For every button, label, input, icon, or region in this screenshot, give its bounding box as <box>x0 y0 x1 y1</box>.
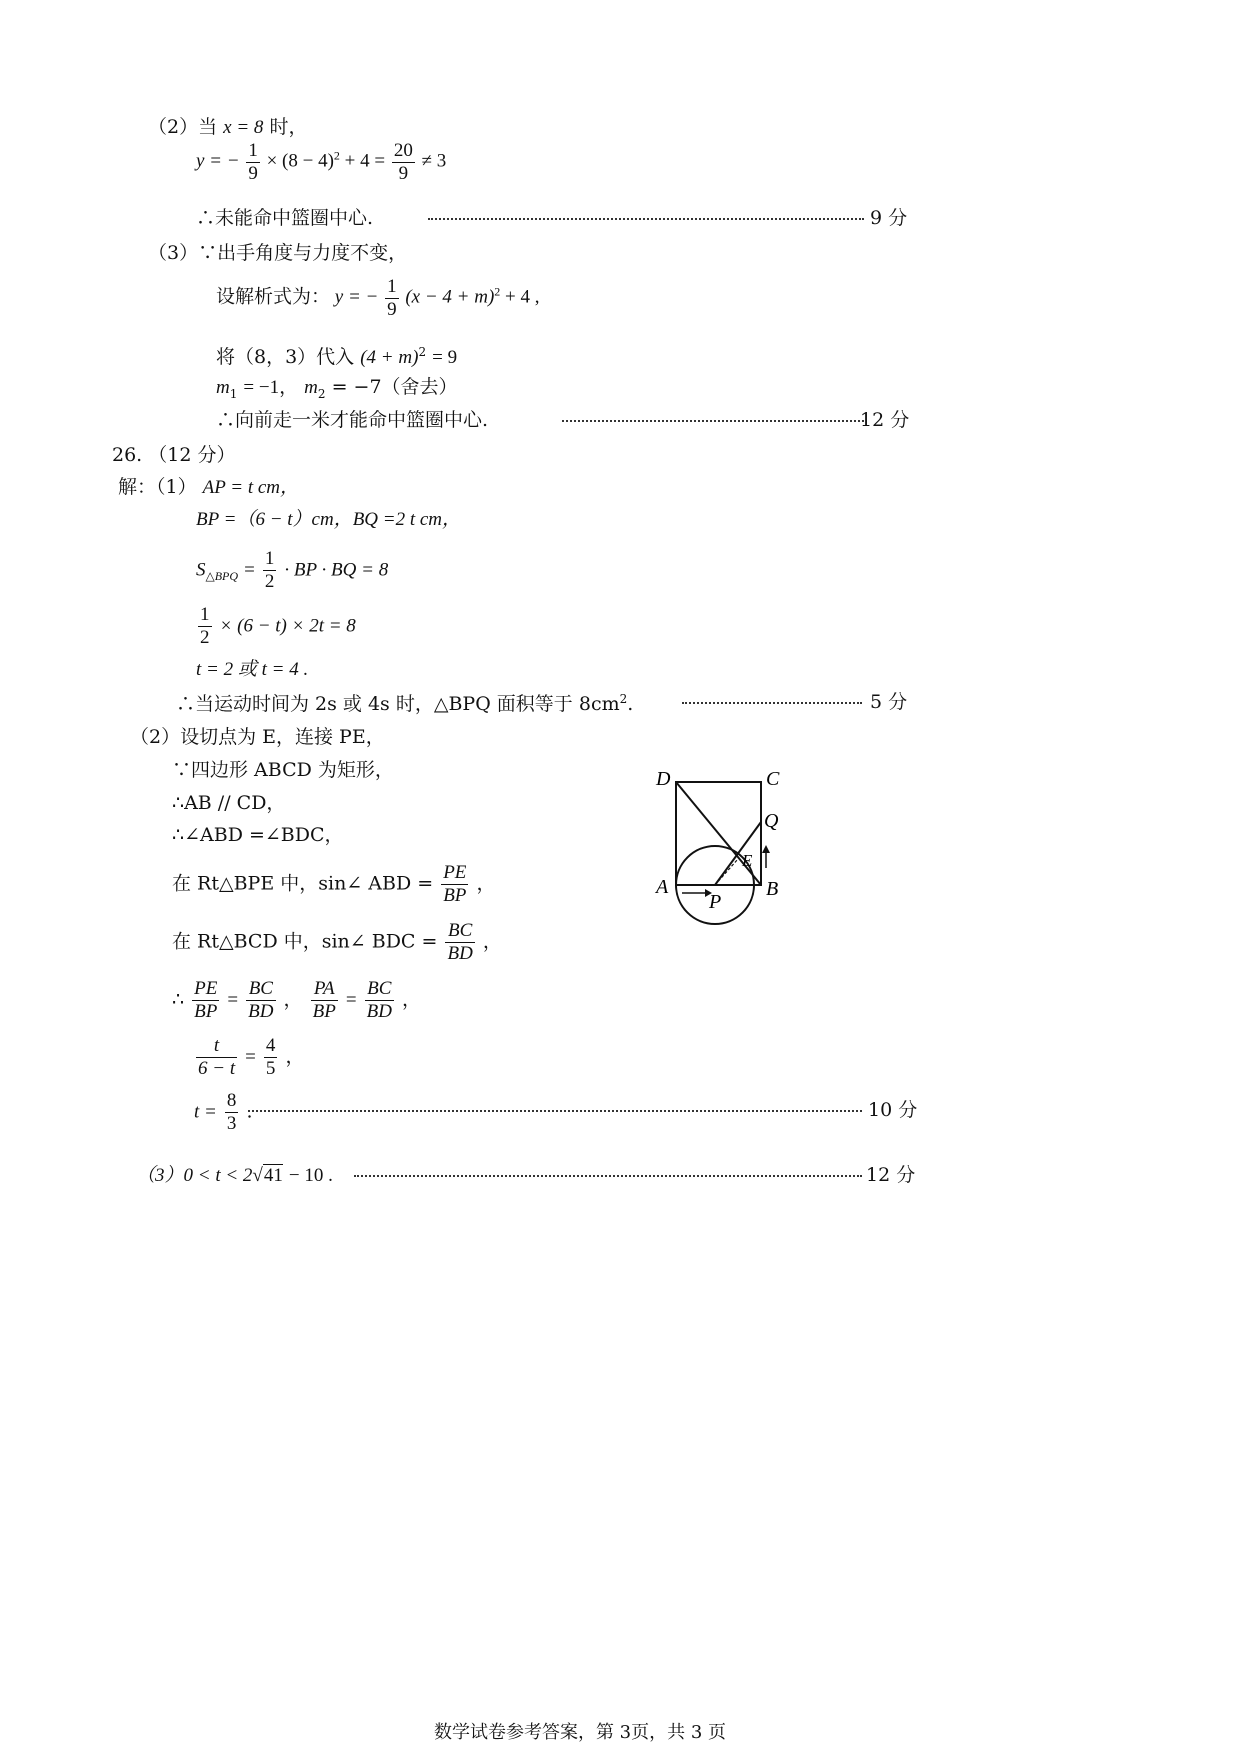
q26-part1-ap <box>118 478 299 497</box>
part3-header: （3）∵出手角度与力度不变， <box>148 242 408 264</box>
line4-tail: ， <box>476 872 496 895</box>
eq-neq: ≠ 3 <box>421 150 447 172</box>
eq-lhs: y = − <box>196 150 240 172</box>
line5-pre: 在 Rt△BCD 中，sin∠ BDC = <box>172 930 438 953</box>
line6-tail: ， <box>402 988 422 1011</box>
line6-eq2: = <box>345 989 357 1011</box>
q26-conclusion-1 <box>176 693 633 714</box>
score-10: 10 分 <box>868 1099 918 1121</box>
fraction-one-ninth: $\frac{1}{9}$ <box>248 140 258 184</box>
q26-bp-bq: BP =（6 − t）cm，BQ =2 t cm， <box>196 509 462 530</box>
conclusion-1-sup: 2 <box>619 692 628 706</box>
score-9: 9 分 <box>870 207 908 229</box>
setup-tail: + 4 , <box>505 286 540 308</box>
fraction-one-ninth-2: $\frac{1}{9}$ <box>387 276 397 320</box>
q26-part3 <box>136 1166 333 1185</box>
q26-part2-line1: ∵四边形 ABCD 为矩形， <box>172 759 394 781</box>
eq-exp: 2 <box>333 148 340 163</box>
part3-ineq: （3）0 < t < 2 <box>136 1165 253 1186</box>
root-m1-sub: 1 <box>229 386 238 401</box>
fraction-bc-bd-2: $\frac{BC}{BD}$ <box>248 978 274 1022</box>
q26-area-formula <box>196 548 388 593</box>
root-m2-sub: 2 <box>317 386 326 401</box>
fraction-twenty-ninths: $\frac{20}{9}$ <box>393 140 413 184</box>
line6-sep: ， <box>283 988 303 1011</box>
fraction-bc-bd: $\frac{BC}{BD}$ <box>447 920 473 964</box>
root-m2: m <box>304 377 318 398</box>
part3-conclusion: ∴向前走一米才能命中篮圈中心. <box>216 409 489 431</box>
line5-tail: ， <box>482 930 502 953</box>
line4-pre: 在 Rt△BPE 中，sin∠ ABD = <box>172 872 434 895</box>
solve-label: 解：（1） <box>118 476 197 498</box>
ap-expr: AP = t cm， <box>202 477 300 498</box>
dot-leader <box>682 702 862 704</box>
line6-eq1: = <box>227 989 239 1011</box>
sqrt-sign: √ <box>252 1165 263 1186</box>
area-symbol: S <box>196 559 206 581</box>
line7-eq: = <box>245 1046 256 1068</box>
q26-part2-line2: ∴AB // CD， <box>172 792 286 814</box>
q26-part2-line7 <box>194 1035 304 1080</box>
root-m1-val: = −1， <box>243 377 299 398</box>
q26-part2-line5 <box>172 920 502 965</box>
rectangle-circle-figure <box>650 765 800 945</box>
part3-substitute <box>216 346 457 367</box>
label-b: B <box>766 878 779 900</box>
eq-plus: + 4 = <box>344 150 386 172</box>
question-26-title: 26. （12 分） <box>112 444 236 466</box>
score-12-a: 12 分 <box>860 409 910 431</box>
part2-conclusion: ∴未能命中篮圈中心. <box>196 207 374 229</box>
setup-exp: 2 <box>494 284 501 299</box>
part3-tail: − 10 . <box>288 1165 333 1186</box>
root-m1: m <box>216 377 230 398</box>
fraction-eight-thirds: $\frac{8}{3}$ <box>226 1090 237 1134</box>
page-footer: 数学试卷参考答案，第 3页，共 3 页 <box>433 1722 727 1743</box>
eq-mid: × (8 − 4) <box>266 150 334 172</box>
segment-pe <box>715 859 738 885</box>
setup-label: 设解析式为： <box>216 286 331 308</box>
part2-head-tail: 时， <box>269 116 308 138</box>
arrow-q-head <box>762 845 770 853</box>
part2-condition: x = 8 <box>223 117 264 138</box>
label-d: D <box>656 768 671 790</box>
fraction-half-2: $\frac{1}{2}$ <box>200 604 210 648</box>
conclusion-1-text: ∴当运动时间为 2s 或 4s 时，△BPQ 面积等于 8cm <box>176 693 620 715</box>
q26-t-values: t = 2 或 t = 4 . <box>196 659 309 680</box>
part3-setup <box>216 276 540 321</box>
area-eq-tail: × (6 − t) × 2t = 8 <box>219 615 356 637</box>
area-eq: = <box>244 559 255 581</box>
conclusion-1-end: . <box>627 693 634 715</box>
line8-tail: . <box>246 1100 253 1123</box>
dot-leader <box>354 1175 862 1177</box>
line6-pre: ∴ <box>172 988 185 1011</box>
q26-area-equation <box>196 604 356 649</box>
fraction-pa-bp: $\frac{PA}{BP}$ <box>312 978 336 1022</box>
part2-header <box>148 118 307 137</box>
q26-part2-line8 <box>194 1090 253 1135</box>
dot-leader <box>562 420 864 422</box>
q26-part2-line4 <box>172 862 495 907</box>
label-e: E <box>742 851 753 870</box>
label-a: A <box>656 876 669 898</box>
fraction-t-over-6-minus-t: $\frac{t}{6 - t}$ <box>198 1035 236 1079</box>
sub-tail: = 9 <box>432 347 458 368</box>
score-12-b: 12 分 <box>866 1164 916 1186</box>
q26-part2-line6 <box>172 978 421 1023</box>
sub-expr: (4 + m) <box>360 347 419 368</box>
setup-expr: (x − 4 + m) <box>405 286 495 308</box>
area-tail: · BP · BQ = 8 <box>284 559 389 581</box>
label-q: Q <box>764 810 779 832</box>
line8-pre: t = <box>194 1101 217 1123</box>
label-c: C <box>766 768 780 790</box>
score-5: 5 分 <box>870 691 908 713</box>
dot-leader <box>248 1110 862 1112</box>
part2-equation <box>196 140 446 185</box>
setup-lhs: y = − <box>334 286 379 308</box>
fraction-pe-bp-2: $\frac{PE}{BP}$ <box>194 978 218 1022</box>
part2-label: （2）当 <box>148 116 218 138</box>
fraction-bc-bd-3: $\frac{BC}{BD}$ <box>366 978 392 1022</box>
part3-roots <box>216 378 458 400</box>
sqrt-radicand: 41 <box>263 1165 283 1186</box>
sub-exp: 2 <box>418 345 427 359</box>
fraction-pe-bp: $\frac{PE}{BP}$ <box>443 862 467 906</box>
q26-part2-line3: ∴∠ABD =∠BDC， <box>172 824 344 846</box>
area-sub: △BPQ <box>205 569 239 584</box>
q26-part2-header: （2）设切点为 E，连接 PE， <box>130 726 385 748</box>
root-m2-val: = −7（舍去） <box>331 376 458 398</box>
label-p: P <box>709 891 722 913</box>
fraction-half: $\frac{1}{2}$ <box>264 548 275 592</box>
line7-tail: ， <box>285 1045 305 1068</box>
sub-label: 将（8，3）代入 <box>216 346 355 368</box>
dot-leader <box>428 218 864 220</box>
fraction-four-fifths: $\frac{4}{5}$ <box>265 1035 276 1079</box>
